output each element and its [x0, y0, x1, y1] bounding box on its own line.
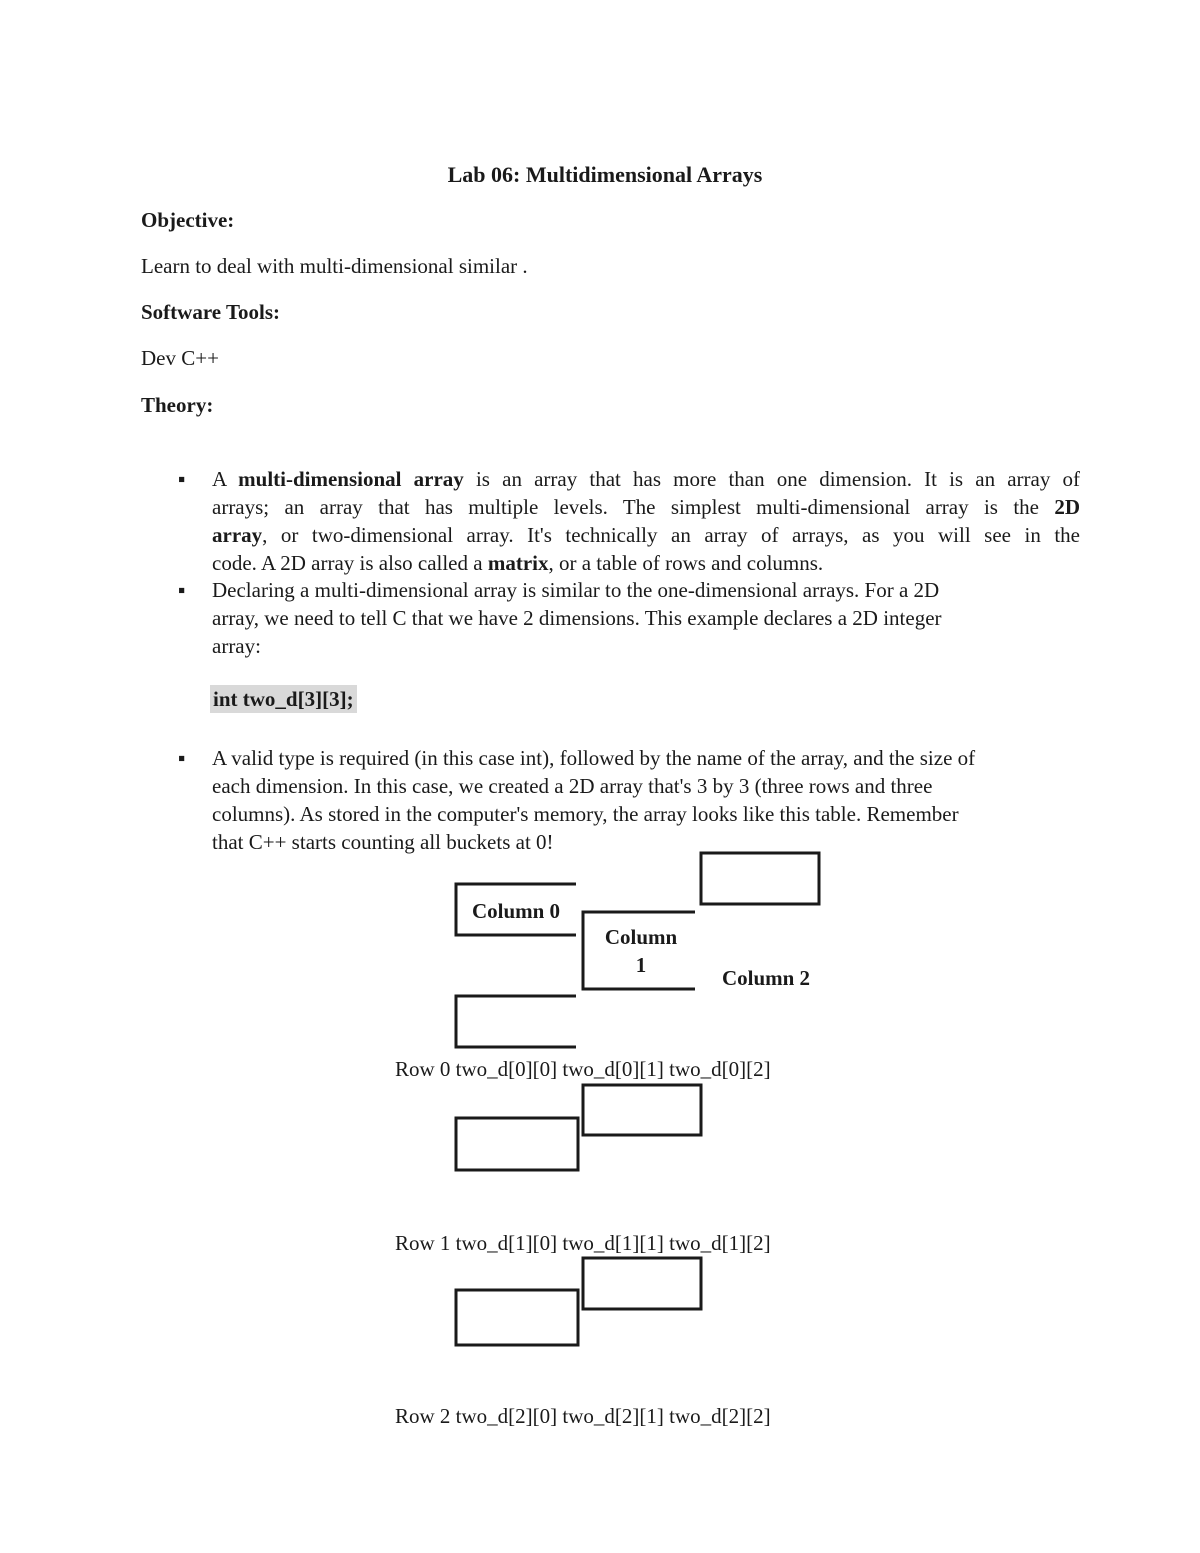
text-run: arrays; an array that has multiple levels. The simplest multi-dimensional array is the — [212, 495, 1055, 519]
theory-heading: Theory: — [141, 393, 214, 417]
text-run: that C++ starts counting all buckets at 0! — [212, 830, 554, 854]
term-array: array — [212, 523, 263, 547]
text-run: , or two-dimensional array. It's technically an array of arrays, as you will see in the — [262, 523, 1080, 547]
text-run: each dimension. In this case, we created a 2D array that's 3 by 3 (three rows and three — [212, 774, 933, 798]
bullet-marker: ▪ — [178, 467, 186, 491]
row-1-box-a — [456, 1118, 578, 1170]
text-run: A valid type is required (in this case int), followed by the name of the array, and the size of — [212, 746, 976, 770]
row-2-label: Row 2 two_d[2][0] two_d[2][1] two_d[2][2] — [395, 1404, 771, 1428]
text-run: array: — [212, 634, 261, 658]
bullet-marker: ▪ — [178, 578, 186, 602]
tools-text: Dev C++ — [141, 346, 219, 370]
text-run: , or a table of rows and columns. — [548, 551, 824, 575]
term-2d: 2D — [1054, 495, 1080, 519]
code-snippet: int two_d[3][3]; — [210, 685, 357, 713]
column-0-label: Column 0 — [471, 899, 561, 923]
objective-text: Learn to deal with multi-dimensional similar . — [141, 254, 528, 278]
text-run: array, we need to tell C that we have 2 dimensions. This example declares a 2D integer — [212, 606, 942, 630]
row-0-box — [456, 996, 576, 1047]
bullet-marker: ▪ — [178, 746, 186, 770]
column-2-label: Column 2 — [721, 966, 811, 990]
column-1-number: 1 — [635, 953, 647, 977]
row-1-label: Row 1 two_d[1][0] two_d[1][1] two_d[1][2] — [395, 1231, 771, 1255]
page-title: Lab 06: Multidimensional Arrays — [447, 162, 763, 187]
row-2-box-b — [583, 1258, 701, 1309]
text-run: columns). As stored in the computer's memory, the array looks like this table. Remember — [212, 802, 959, 826]
text-run: Declaring a multi-dimensional array is similar to the one-dimensional arrays. For a 2D — [212, 578, 940, 602]
term-matrix: matrix — [487, 551, 549, 575]
column-1-label: Column — [604, 925, 678, 949]
text-run: A — [212, 467, 239, 491]
text-run: code. A 2D array is also called a — [212, 551, 488, 575]
objective-heading: Objective: — [141, 208, 235, 232]
text-run: is an array that has more than one dimension. It is an array of — [463, 467, 1080, 491]
term-multidimensional-array: multi-dimensional array — [238, 467, 464, 491]
tools-heading: Software Tools: — [141, 300, 281, 324]
row-0-label: Row 0 two_d[0][0] two_d[0][1] two_d[0][2] — [395, 1057, 771, 1081]
column-2-box — [701, 853, 819, 904]
row-2-box-a — [456, 1290, 578, 1345]
row-1-box-b — [583, 1085, 701, 1135]
